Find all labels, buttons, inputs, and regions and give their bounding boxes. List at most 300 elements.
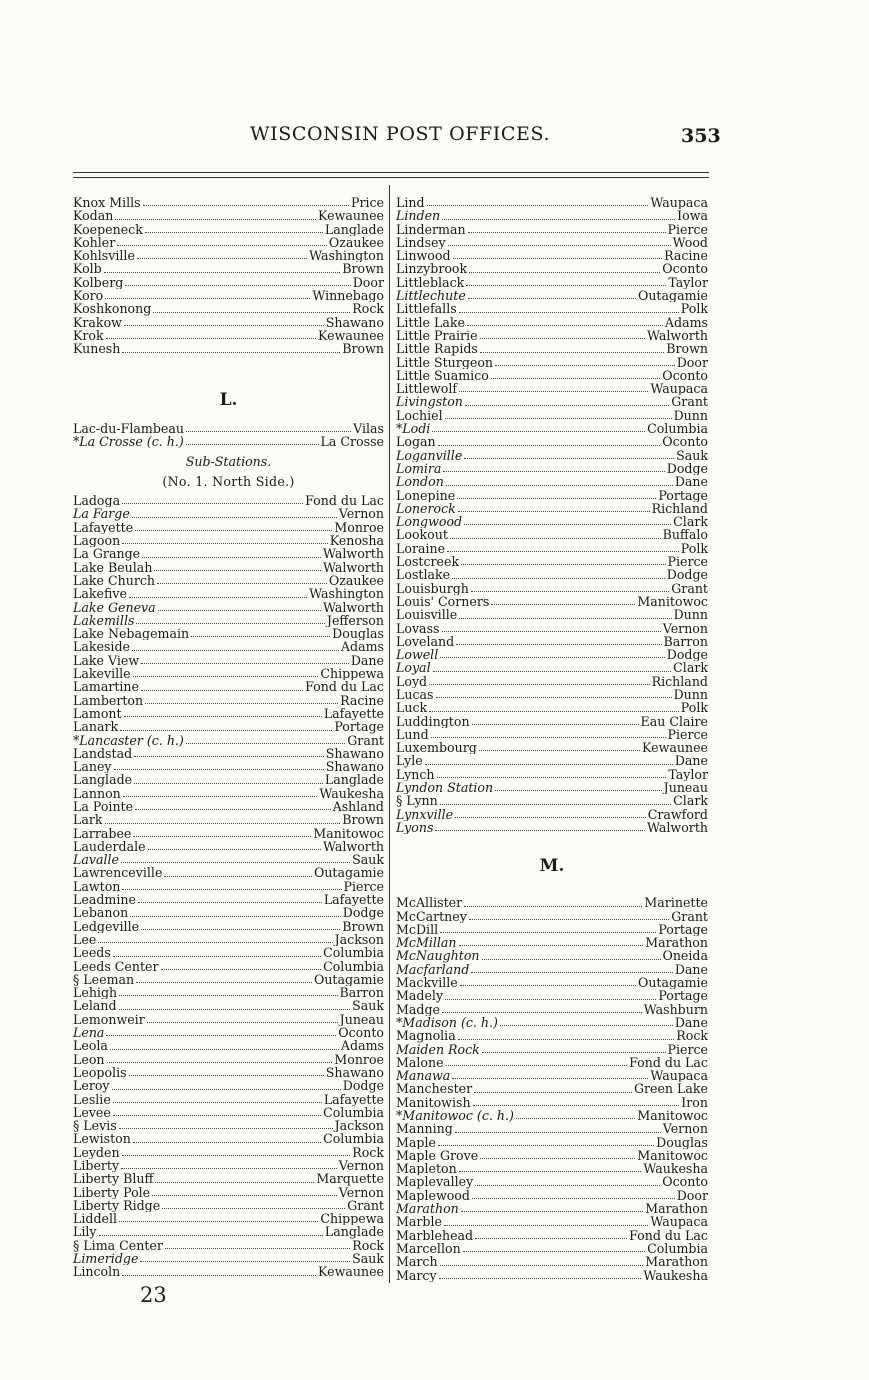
dot-leader [132,650,339,651]
county-name: Marinette [644,896,708,910]
county-name: La Crosse [320,434,384,449]
post-office-name: McNaughton [396,949,480,963]
post-office-entry [396,1136,708,1149]
dot-leader [461,564,665,565]
county-name: Monroe [334,520,384,535]
post-office-name: Logan [396,435,436,449]
dot-leader [135,809,331,810]
post-office-name: Little Suamico [396,368,489,383]
county-name: Racine [340,693,384,707]
post-office-name: Lund [396,727,429,742]
county-name: Grant [347,1198,384,1213]
post-office-name: Lamont [73,706,122,721]
dot-leader [113,1102,322,1103]
post-office-name: Liberty Ridge [73,1198,161,1213]
county-name: Door [676,355,708,369]
post-office-name: Loraine [396,541,446,556]
county-name: Sauk [352,999,384,1013]
page-number: 353 [681,125,721,147]
post-office-entry [396,542,708,555]
post-office-name: Lehigh [73,986,118,1000]
post-office-entry [396,1003,708,1016]
dot-leader [500,1025,673,1026]
post-office-entry [396,1189,708,1202]
dot-leader [138,902,322,903]
dot-leader [141,663,349,664]
county-name: Jefferson [326,613,384,628]
post-office-entry [73,1146,384,1159]
county-name: Dane [674,962,708,977]
post-office-name: Liberty Pole [73,1185,151,1199]
post-office-name: *Lancaster (c. h.) [73,733,184,747]
post-office-entry [396,595,708,608]
county-name: Adams [340,640,384,654]
post-office-name: Lawrenceville [73,866,163,880]
dot-leader [429,684,649,685]
post-office-name: Liberty Bluff [73,1172,154,1186]
dot-leader [464,906,642,907]
county-name: Polk [680,701,708,715]
right-column [396,196,708,1282]
post-office-entry [73,1106,384,1119]
post-office-entry [73,302,384,315]
county-name: Outagamie [638,976,708,990]
post-office-entry [73,707,384,720]
dot-leader [464,458,674,459]
post-office-entry [73,933,384,946]
dot-leader [123,796,318,797]
county-name: Oconto [662,262,708,276]
dot-leader [431,737,666,738]
county-name: Sauk [676,448,708,462]
county-name: Richland [651,501,708,516]
dot-leader [445,418,672,419]
post-office-entry [396,555,708,568]
dot-leader [480,352,664,353]
post-office-entry [73,262,384,275]
dot-leader [129,1075,324,1076]
post-office-name: Lyndon Station [396,781,494,795]
county-name: Shawano [325,760,384,774]
dot-leader [133,836,311,837]
header-rule-top [73,172,709,173]
post-office-entry [73,1212,384,1225]
post-office-name: Lomira [396,461,442,476]
post-office-entry [73,680,384,693]
dot-leader [463,1251,645,1252]
post-office-name: Ladoga [73,494,121,508]
post-office-name: Kolberg [73,275,124,290]
post-office-name: Levee [73,1105,111,1120]
county-name: Chippewa [320,1212,384,1226]
post-office-name: Marble [396,1215,442,1229]
post-office-entry [396,728,708,741]
county-name: Marquette [316,1172,384,1186]
county-name: Portage [334,720,384,734]
post-office-name: Maplewood [396,1188,470,1203]
post-office-entry [73,1039,384,1052]
county-name: Oconto [338,1026,384,1040]
county-name: Dodge [666,648,708,662]
post-office-name: Krakow [73,315,122,329]
post-office-entry [396,976,708,989]
post-office-entry [73,760,384,773]
county-name: Columbia [647,1241,708,1256]
post-office-entry [396,196,708,209]
dot-leader [452,578,665,579]
county-name: Jackson [334,1119,384,1133]
post-office-entry [396,515,708,528]
dot-leader [452,1078,648,1079]
post-office-entry [396,289,708,302]
post-office-entry [396,449,708,462]
post-office-name: Lonerock [396,501,456,516]
post-office-name: Lowell [396,648,439,662]
county-name: Columbia [323,1132,384,1146]
county-name: Dunn [673,408,708,423]
county-name: Lafayette [323,1092,384,1106]
post-office-name: Lindsey [396,235,446,250]
dot-leader [121,862,350,863]
dot-leader [440,804,671,805]
county-name: Fond du Lac [629,1055,708,1070]
post-office-name: Lostlake [396,568,451,582]
post-office-entry [73,1225,384,1238]
county-name: Dunn [673,608,708,622]
dot-leader [472,724,639,725]
dot-leader [471,972,672,973]
signature-mark: 23 [140,1283,167,1307]
post-office-entry [73,574,384,587]
post-office-entry [73,986,384,999]
post-office-entry [73,561,384,574]
dot-leader [435,830,645,831]
county-name: Pierce [667,222,708,236]
post-office-entry [73,507,384,520]
post-office-entry [73,601,384,614]
post-office-entry [73,866,384,879]
post-office-entry [396,1069,708,1082]
county-name: Crawford [647,807,708,821]
post-office-entry [73,787,384,800]
county-name: Clark [673,794,708,808]
county-name: Vilas [353,421,384,435]
dot-leader [445,999,656,1000]
dot-leader [458,511,650,512]
post-office-entry [396,1215,708,1228]
post-office-entry [73,1026,384,1039]
dot-leader [106,1035,336,1036]
post-office-entry [396,342,708,355]
county-name: Pierce [667,1042,708,1056]
header-rule-bottom [73,177,709,178]
post-office-entry [73,494,384,507]
post-office-entry [73,1172,384,1185]
dot-leader [443,471,664,472]
dot-leader [154,570,321,571]
post-office-entry [396,949,708,962]
post-office-entry [396,741,708,754]
dot-leader [117,245,327,246]
post-office-name: Lafayette [73,520,134,535]
spacer [73,410,384,422]
dot-leader [440,657,665,658]
post-office-entry [73,1132,384,1145]
dot-leader [459,312,679,313]
county-name: Portage [658,922,708,937]
post-office-name: McCartney [396,909,467,923]
dot-leader [467,325,663,326]
dot-leader [98,942,332,943]
post-office-entry [396,701,708,714]
post-office-name: Leeds [73,946,111,960]
county-name: Monroe [334,1052,384,1066]
dot-leader [135,530,332,531]
dot-leader [471,591,669,592]
dot-leader [133,1142,321,1143]
dot-leader [456,644,661,645]
post-office-entry [73,1093,384,1106]
county-name: Marathon [645,1255,708,1269]
dot-leader [444,1225,648,1226]
county-name: Portage [658,989,708,1003]
county-name: Taylor [668,767,708,782]
post-office-entry [396,528,708,541]
county-name: Brown [342,262,384,276]
county-name: Clark [673,515,708,529]
post-office-name: Knox Mills [73,196,141,210]
post-office-name: § Levis [73,1119,117,1133]
dot-leader [122,1275,316,1276]
county-name: Polk [680,302,708,316]
post-office-entry [73,720,384,733]
post-office-name: Lake Church [73,573,156,588]
post-office-name: Little Rapids [396,342,478,356]
post-office-entry [396,715,708,728]
county-name: Kewaunee [642,741,708,755]
county-name: Portage [658,488,708,502]
post-office-entry [396,1016,708,1029]
dot-leader [141,929,340,930]
dot-leader [113,956,321,957]
dot-leader [122,1155,351,1156]
dot-leader [186,743,345,744]
post-office-name: Maple [396,1135,436,1149]
post-office-entry [73,1119,384,1132]
post-office-entry [396,1056,708,1069]
county-name: Jackson [334,932,384,947]
post-office-name: Ledgeville [73,919,140,933]
dot-leader [122,543,327,544]
post-office-name: Lac-du-Flambeau [73,421,184,435]
post-office-name: *Manitowoc (c. h.) [396,1109,514,1123]
county-name: Vernon [338,1185,384,1199]
dot-leader [110,1049,339,1050]
dot-leader [113,1115,321,1116]
post-office-entry [73,1252,384,1265]
county-name: Rock [352,302,384,316]
dot-leader [473,1105,680,1106]
post-office-name: La Farge [73,507,130,521]
post-office-name: Lewiston [73,1132,131,1146]
left-column [73,196,384,1279]
county-name: Outagamie [314,866,384,880]
county-name: Douglas [656,1135,708,1149]
post-office-name: Little Sturgeon [396,355,494,369]
post-office-entry [73,640,384,653]
post-office-name: Maplevalley [396,1175,474,1189]
post-office-name: Lavalle [73,853,120,867]
post-office-entry [396,1162,708,1175]
dot-leader [455,1132,661,1133]
post-office-entry [396,608,708,621]
post-office-entry [396,475,708,488]
post-office-entry [396,661,708,674]
dot-leader [480,338,646,339]
post-office-entry [396,395,708,408]
dot-leader [433,671,672,672]
county-name: Polk [680,541,708,556]
dot-leader [114,769,324,770]
post-office-name: Lind [396,196,425,210]
post-office-name: Littlewolf [396,382,458,396]
county-name: Eau Claire [640,714,708,728]
post-office-name: Leopolis [73,1065,127,1080]
post-office-entry [73,853,384,866]
post-office-entry [73,694,384,707]
spacer [73,356,384,390]
post-office-entry [396,209,708,222]
dot-leader [482,1052,666,1053]
post-office-name: Linden [396,209,441,223]
county-name: Washington [309,587,384,601]
post-office-name: Kohlsville [73,249,135,263]
dot-leader [125,285,350,286]
post-office-name: Larrabee [73,826,132,840]
post-office-name: Livingston [396,395,463,409]
post-office-name: Kohler [73,235,116,250]
post-office-name: Manning [396,1122,453,1136]
county-name: Juneau [663,781,708,795]
post-office-name: Lakeville [73,667,131,681]
post-office-entry [73,521,384,534]
county-name: Pierce [667,727,708,742]
post-office-name: Liberty [73,1159,120,1173]
dot-leader [112,1089,341,1090]
spacer [396,876,708,896]
post-office-name: Lena [73,1026,105,1040]
post-office-entry [396,1096,708,1109]
post-office-name: Mackville [396,976,458,990]
post-office-name: Koepeneck [73,222,143,236]
county-name: Marathon [645,1202,708,1216]
post-office-entry [73,1013,384,1026]
dot-leader [107,1062,333,1063]
dot-leader [475,1185,660,1186]
post-office-name: Lake Nebagemain [73,627,190,641]
post-office-entry [73,773,384,786]
post-office-entry [73,920,384,933]
post-office-name: Laney [73,760,112,774]
county-name: Grant [671,581,708,595]
county-name: Wood [672,235,708,250]
post-office-name: Leroy [73,1079,110,1093]
county-name: Walworth [323,560,384,574]
post-office-name: Langlade [73,773,133,787]
post-office-entry [396,910,708,923]
section-letter-heading: L. [219,389,238,410]
post-office-entry [73,734,384,747]
county-name: Waupaca [650,382,708,396]
county-name: Ashland [332,799,384,814]
dot-leader [442,631,661,632]
post-office-entry [73,249,384,262]
sub-station-note: (No. 1. North Side.) [162,474,295,490]
dot-leader [124,716,322,717]
post-office-entry [396,1202,708,1215]
county-name: Barron [663,634,708,649]
post-office-entry [396,568,708,581]
dot-leader [437,777,667,778]
dot-leader [141,690,303,691]
post-office-name: Lucas [396,687,434,702]
post-office-entry [73,1199,384,1212]
county-name: Rock [676,1029,708,1043]
post-office-name: Kodan [73,209,114,223]
dot-leader [455,817,646,818]
county-name: Waupaca [650,1069,708,1083]
county-name: Racine [664,249,708,263]
post-office-name: Lynxville [396,807,454,821]
column-divider [389,185,390,1283]
county-name: Price [350,196,384,210]
dot-leader [446,1065,628,1066]
dot-leader [447,551,679,552]
county-name: Ozaukee [328,235,384,250]
post-office-entry [73,289,384,302]
dot-leader [474,1092,632,1093]
post-office-name: Littlechute [396,289,466,303]
county-name: Grant [347,733,384,747]
county-name: Waukesha [643,1162,708,1176]
post-office-entry [73,209,384,222]
county-name: Manitowoc [313,826,384,840]
dot-leader [461,1211,643,1212]
post-office-name: Lauderdale [73,839,146,854]
dot-leader [122,503,303,504]
post-office-name: Lannon [73,786,121,800]
post-office-name: Lee [73,932,97,947]
post-office-name: Lovass [396,621,440,635]
post-office-name: Manitowish [396,1095,471,1109]
post-office-name: Lawton [73,879,121,894]
dot-leader [165,1248,350,1249]
post-office-entry [396,896,708,909]
page-title: WISCONSIN POST OFFICES. [250,123,551,145]
section-letter-heading: M. [539,856,565,877]
dot-leader [164,876,312,877]
post-office-entry [396,223,708,236]
post-office-name: Luck [396,701,428,715]
post-office-name: Louisburgh [396,581,469,595]
dot-leader [119,1128,333,1129]
dot-leader [122,352,340,353]
post-office-entry [396,236,708,249]
county-name: Dodge [342,1079,384,1093]
dot-leader [155,1182,314,1183]
post-office-entry [396,1082,708,1095]
dot-leader [446,485,673,486]
